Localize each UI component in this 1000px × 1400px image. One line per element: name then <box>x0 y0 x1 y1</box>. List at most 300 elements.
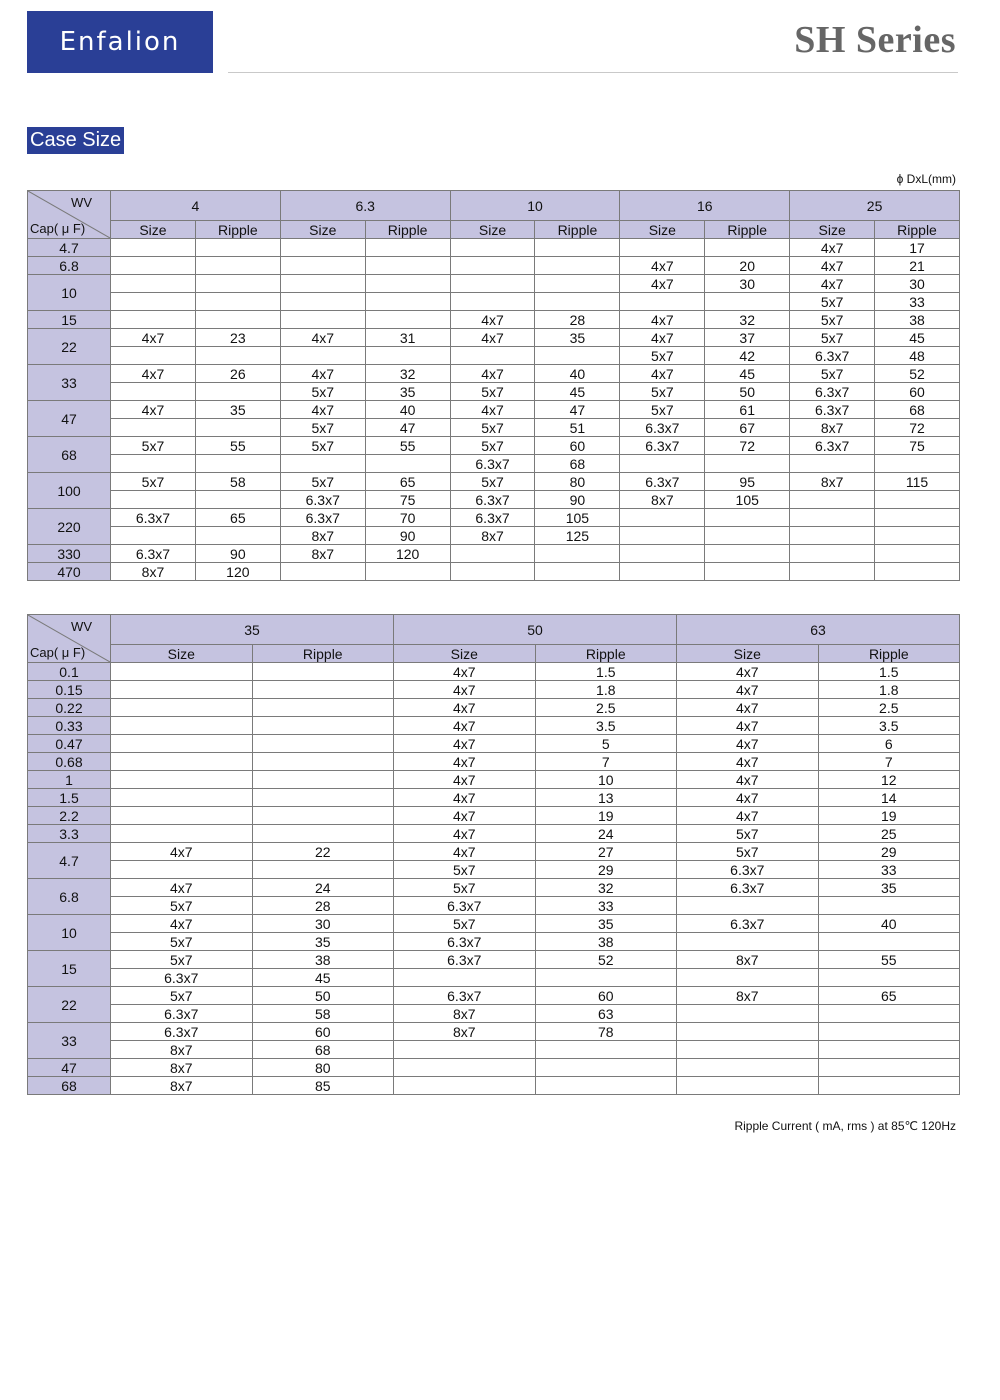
case-size-cell: 8x7 <box>394 1005 536 1023</box>
voltage-header: 10 <box>450 191 620 221</box>
ripple-current-cell: 32 <box>365 365 450 383</box>
ripple-current-cell: 75 <box>875 437 960 455</box>
table-row <box>28 789 960 807</box>
capacitance-cell: 6.8 <box>28 879 111 915</box>
ripple-current-cell: 29 <box>535 861 677 879</box>
ripple-current-cell <box>875 563 960 581</box>
ripple-current-cell: 105 <box>705 491 790 509</box>
ripple-current-cell <box>535 257 620 275</box>
case-size-cell <box>111 771 253 789</box>
case-size-cell <box>450 293 535 311</box>
case-size-cell: 4x7 <box>677 771 819 789</box>
case-size-cell: 4x7 <box>280 401 365 419</box>
case-size-cell <box>790 491 875 509</box>
case-size-cell: 4x7 <box>394 825 536 843</box>
case-size-cell: 4x7 <box>394 807 536 825</box>
capacitance-cell: 100 <box>28 473 111 509</box>
ripple-current-cell <box>195 419 280 437</box>
ripple-column-header: Ripple <box>705 221 790 239</box>
ripple-current-cell: 28 <box>252 897 394 915</box>
ripple-current-cell <box>535 347 620 365</box>
table-row <box>28 933 960 951</box>
ripple-current-cell: 50 <box>252 987 394 1005</box>
case-size-cell: 5x7 <box>620 401 705 419</box>
ripple-current-cell <box>195 311 280 329</box>
ripple-current-cell <box>195 491 280 509</box>
voltage-header: 25 <box>790 191 960 221</box>
ripple-current-cell: 37 <box>705 329 790 347</box>
case-size-cell <box>111 347 196 365</box>
case-size-cell: 5x7 <box>790 293 875 311</box>
case-size-cell: 6.3x7 <box>280 509 365 527</box>
ripple-current-cell: 35 <box>252 933 394 951</box>
case-size-cell <box>394 1077 536 1095</box>
case-size-cell <box>450 347 535 365</box>
ripple-current-cell: 90 <box>535 491 620 509</box>
ripple-current-cell <box>365 347 450 365</box>
ripple-current-cell: 12 <box>818 771 960 789</box>
ripple-current-cell <box>195 257 280 275</box>
ripple-current-cell: 47 <box>535 401 620 419</box>
ripple-current-cell: 13 <box>535 789 677 807</box>
ripple-current-cell <box>535 1077 677 1095</box>
capacitance-cell: 0.15 <box>28 681 111 699</box>
ripple-current-cell <box>195 527 280 545</box>
table-row <box>28 771 960 789</box>
ripple-current-cell: 24 <box>252 879 394 897</box>
case-size-cell: 8x7 <box>677 987 819 1005</box>
ripple-current-cell: 60 <box>535 437 620 455</box>
table-row <box>28 969 960 987</box>
size-column-header: Size <box>790 221 875 239</box>
capacitance-cell: 4.7 <box>28 843 111 879</box>
table-row <box>28 455 960 473</box>
case-size-cell: 4x7 <box>620 329 705 347</box>
case-size-cell: 6.3x7 <box>111 969 253 987</box>
case-size-cell: 5x7 <box>111 987 253 1005</box>
capacitance-cell: 2.2 <box>28 807 111 825</box>
capacitance-cell: 0.1 <box>28 663 111 681</box>
ripple-current-cell <box>535 545 620 563</box>
case-size-cell: 4x7 <box>394 663 536 681</box>
ripple-column-header: Ripple <box>818 645 960 663</box>
case-size-cell: 5x7 <box>280 383 365 401</box>
case-size-cell <box>620 509 705 527</box>
ripple-current-cell: 58 <box>252 1005 394 1023</box>
ripple-current-cell: 20 <box>705 257 790 275</box>
capacitance-cell: 0.47 <box>28 735 111 753</box>
case-size-cell: 8x7 <box>620 491 705 509</box>
ripple-current-cell: 55 <box>365 437 450 455</box>
voltage-header: 4 <box>111 191 281 221</box>
table-row <box>28 311 960 329</box>
case-size-cell: 8x7 <box>111 1077 253 1095</box>
voltage-header: 50 <box>394 615 677 645</box>
ripple-current-cell <box>875 455 960 473</box>
ripple-current-cell: 67 <box>705 419 790 437</box>
table-body <box>28 663 960 1095</box>
ripple-current-cell <box>252 699 394 717</box>
case-size-cell <box>790 455 875 473</box>
ripple-current-cell: 6 <box>818 735 960 753</box>
case-size-cell: 4x7 <box>111 365 196 383</box>
capacitance-cell: 3.3 <box>28 825 111 843</box>
capacitance-cell: 1.5 <box>28 789 111 807</box>
ripple-current-cell <box>535 239 620 257</box>
case-size-cell: 5x7 <box>790 329 875 347</box>
ripple-current-cell: 80 <box>252 1059 394 1077</box>
ripple-current-cell <box>252 861 394 879</box>
case-size-cell <box>677 1005 819 1023</box>
case-size-cell <box>450 563 535 581</box>
ripple-current-cell: 7 <box>818 753 960 771</box>
table-row <box>28 419 960 437</box>
ripple-current-cell: 17 <box>875 239 960 257</box>
case-size-cell: 6.3x7 <box>111 509 196 527</box>
case-size-cell: 6.3x7 <box>790 401 875 419</box>
case-size-cell <box>677 897 819 915</box>
table-corner-cell <box>28 191 111 239</box>
size-column-header: Size <box>394 645 536 663</box>
case-size-cell: 6.3x7 <box>450 491 535 509</box>
case-size-cell: 6.3x7 <box>394 987 536 1005</box>
ripple-current-cell <box>705 509 790 527</box>
voltage-header: 35 <box>111 615 394 645</box>
ripple-current-cell: 35 <box>365 383 450 401</box>
ripple-current-cell: 120 <box>195 563 280 581</box>
ripple-current-cell: 1.5 <box>535 663 677 681</box>
case-size-cell: 4x7 <box>394 843 536 861</box>
size-column-header: Size <box>620 221 705 239</box>
ripple-current-cell <box>252 789 394 807</box>
case-size-cell <box>790 545 875 563</box>
case-size-cell: 8x7 <box>280 545 365 563</box>
capacitance-cell: 470 <box>28 563 111 581</box>
table-row <box>28 293 960 311</box>
ripple-current-cell: 14 <box>818 789 960 807</box>
size-column-header: Size <box>111 221 196 239</box>
case-size-cell: 4x7 <box>450 311 535 329</box>
ripple-current-cell <box>195 455 280 473</box>
ripple-current-cell <box>875 491 960 509</box>
ripple-column-header: Ripple <box>252 645 394 663</box>
case-size-cell: 4x7 <box>620 275 705 293</box>
case-size-cell: 5x7 <box>620 347 705 365</box>
ripple-current-cell <box>705 455 790 473</box>
case-size-cell: 4x7 <box>111 843 253 861</box>
case-size-cell <box>677 1059 819 1077</box>
case-size-cell <box>111 419 196 437</box>
header-row-voltage <box>28 615 960 645</box>
case-size-cell <box>450 257 535 275</box>
ripple-current-cell: 68 <box>252 1041 394 1059</box>
case-size-cell: 4x7 <box>677 807 819 825</box>
ripple-current-cell: 47 <box>365 419 450 437</box>
ripple-current-cell: 21 <box>875 257 960 275</box>
case-size-cell <box>394 1041 536 1059</box>
ripple-current-cell <box>535 275 620 293</box>
case-size-cell <box>111 753 253 771</box>
ripple-current-cell: 38 <box>875 311 960 329</box>
ripple-current-cell: 58 <box>195 473 280 491</box>
case-size-cell: 5x7 <box>394 861 536 879</box>
series-title: SH Series <box>794 19 956 61</box>
case-size-cell <box>280 455 365 473</box>
ripple-current-cell: 1.8 <box>535 681 677 699</box>
table-header <box>28 615 960 663</box>
capacitance-cell: 15 <box>28 311 111 329</box>
voltage-header: 6.3 <box>280 191 450 221</box>
case-size-cell: 5x7 <box>280 419 365 437</box>
table-row <box>28 879 960 897</box>
capacitance-cell: 1 <box>28 771 111 789</box>
case-size-cell: 5x7 <box>450 473 535 491</box>
table-row <box>28 1005 960 1023</box>
ripple-current-cell <box>252 717 394 735</box>
case-size-cell: 4x7 <box>677 753 819 771</box>
ripple-current-cell <box>818 933 960 951</box>
ripple-column-header: Ripple <box>875 221 960 239</box>
case-size-cell <box>790 527 875 545</box>
capacitance-cell: 33 <box>28 365 111 401</box>
table-row <box>28 473 960 491</box>
table-row <box>28 347 960 365</box>
case-size-cell <box>394 1059 536 1077</box>
case-size-cell <box>280 311 365 329</box>
ripple-current-cell <box>195 383 280 401</box>
case-size-cell: 4x7 <box>111 329 196 347</box>
table-row <box>28 663 960 681</box>
case-size-cell: 4x7 <box>620 365 705 383</box>
case-size-cell <box>450 545 535 563</box>
ripple-current-cell: 29 <box>818 843 960 861</box>
case-size-cell: 5x7 <box>111 437 196 455</box>
ripple-current-cell: 55 <box>195 437 280 455</box>
case-size-cell: 6.3x7 <box>677 915 819 933</box>
table-row <box>28 915 960 933</box>
ripple-current-cell: 45 <box>252 969 394 987</box>
case-size-table-high-voltage <box>27 614 960 1095</box>
capacitance-cell: 220 <box>28 509 111 545</box>
case-size-cell <box>450 275 535 293</box>
case-size-cell <box>111 861 253 879</box>
capacitance-cell: 47 <box>28 401 111 437</box>
case-size-cell: 6.3x7 <box>677 879 819 897</box>
case-size-cell: 6.3x7 <box>620 473 705 491</box>
capacitance-cell: 33 <box>28 1023 111 1059</box>
ripple-current-cell <box>252 771 394 789</box>
corner-cap-label: Cap( μ F) <box>30 221 86 236</box>
case-size-cell: 6.3x7 <box>790 437 875 455</box>
ripple-current-cell <box>535 969 677 987</box>
ripple-current-cell <box>252 663 394 681</box>
ripple-current-cell: 38 <box>252 951 394 969</box>
ripple-current-cell <box>818 1023 960 1041</box>
ripple-current-cell: 60 <box>875 383 960 401</box>
case-size-cell <box>111 735 253 753</box>
ripple-current-cell: 1.5 <box>818 663 960 681</box>
table-row <box>28 753 960 771</box>
case-size-cell: 5x7 <box>790 311 875 329</box>
ripple-current-cell: 35 <box>535 329 620 347</box>
table-body <box>28 239 960 581</box>
case-size-cell: 5x7 <box>111 951 253 969</box>
capacitance-cell: 10 <box>28 275 111 311</box>
ripple-current-cell: 63 <box>535 1005 677 1023</box>
capacitance-cell: 330 <box>28 545 111 563</box>
table-row <box>28 239 960 257</box>
case-size-cell <box>620 455 705 473</box>
case-size-cell: 5x7 <box>790 365 875 383</box>
capacitance-cell: 68 <box>28 1077 111 1095</box>
ripple-current-cell: 60 <box>252 1023 394 1041</box>
table-row <box>28 1077 960 1095</box>
case-size-cell: 4x7 <box>280 365 365 383</box>
table-row <box>28 807 960 825</box>
table-row <box>28 825 960 843</box>
capacitance-cell: 4.7 <box>28 239 111 257</box>
ripple-current-cell <box>818 1041 960 1059</box>
ripple-current-cell: 2.5 <box>535 699 677 717</box>
ripple-current-cell: 65 <box>365 473 450 491</box>
capacitance-cell: 0.68 <box>28 753 111 771</box>
ripple-current-cell: 45 <box>705 365 790 383</box>
table-row <box>28 681 960 699</box>
table-row <box>28 401 960 419</box>
case-size-cell: 8x7 <box>790 473 875 491</box>
ripple-current-cell: 32 <box>705 311 790 329</box>
ripple-current-cell: 40 <box>365 401 450 419</box>
ripple-current-cell <box>365 293 450 311</box>
case-size-cell <box>280 239 365 257</box>
case-size-cell <box>111 491 196 509</box>
ripple-current-footnote: Ripple Current ( mA, rms ) at 85℃ 120Hz <box>734 1119 956 1133</box>
case-size-cell: 4x7 <box>790 275 875 293</box>
ripple-current-cell: 31 <box>365 329 450 347</box>
case-size-cell: 8x7 <box>790 419 875 437</box>
ripple-current-cell: 40 <box>818 915 960 933</box>
case-size-cell: 6.3x7 <box>620 419 705 437</box>
case-size-cell: 4x7 <box>790 239 875 257</box>
ripple-current-cell <box>535 1059 677 1077</box>
header-row-columns <box>28 645 960 663</box>
capacitance-cell: 68 <box>28 437 111 473</box>
case-size-cell: 5x7 <box>677 825 819 843</box>
ripple-current-cell: 50 <box>705 383 790 401</box>
table-row <box>28 861 960 879</box>
ripple-current-cell: 90 <box>365 527 450 545</box>
case-size-cell <box>280 275 365 293</box>
ripple-current-cell <box>535 1041 677 1059</box>
voltage-header: 16 <box>620 191 790 221</box>
table-row <box>28 987 960 1005</box>
corner-wv-label: WV <box>71 619 92 634</box>
case-size-cell <box>677 933 819 951</box>
table-row <box>28 491 960 509</box>
ripple-current-cell: 30 <box>252 915 394 933</box>
ripple-current-cell <box>875 545 960 563</box>
case-size-cell <box>111 275 196 293</box>
case-size-cell: 4x7 <box>394 681 536 699</box>
ripple-current-cell <box>365 257 450 275</box>
ripple-current-cell <box>535 293 620 311</box>
ripple-current-cell <box>252 753 394 771</box>
ripple-current-cell: 35 <box>195 401 280 419</box>
case-size-cell: 4x7 <box>394 699 536 717</box>
case-size-cell <box>450 239 535 257</box>
ripple-current-cell <box>365 239 450 257</box>
corner-cap-label: Cap( μ F) <box>30 645 86 660</box>
ripple-current-cell: 85 <box>252 1077 394 1095</box>
ripple-current-cell: 19 <box>535 807 677 825</box>
case-size-cell: 4x7 <box>450 329 535 347</box>
case-size-cell: 8x7 <box>394 1023 536 1041</box>
case-size-cell: 5x7 <box>677 843 819 861</box>
case-size-cell: 5x7 <box>111 897 253 915</box>
ripple-column-header: Ripple <box>195 221 280 239</box>
case-size-cell <box>111 789 253 807</box>
brand-logo: Enfalion <box>27 11 213 73</box>
header-row-voltage <box>28 191 960 221</box>
case-size-cell <box>620 563 705 581</box>
voltage-header: 63 <box>677 615 960 645</box>
ripple-current-cell: 38 <box>535 933 677 951</box>
table-row <box>28 383 960 401</box>
case-size-cell: 5x7 <box>111 933 253 951</box>
ripple-column-header: Ripple <box>535 645 677 663</box>
case-size-cell <box>677 1023 819 1041</box>
ripple-current-cell: 68 <box>535 455 620 473</box>
ripple-current-cell: 33 <box>535 897 677 915</box>
ripple-current-cell: 24 <box>535 825 677 843</box>
case-size-cell: 5x7 <box>450 437 535 455</box>
ripple-current-cell <box>195 293 280 311</box>
capacitance-cell: 0.22 <box>28 699 111 717</box>
ripple-current-cell <box>705 563 790 581</box>
case-size-cell: 4x7 <box>394 771 536 789</box>
ripple-current-cell: 60 <box>535 987 677 1005</box>
ripple-current-cell: 10 <box>535 771 677 789</box>
case-size-cell <box>677 1077 819 1095</box>
case-size-cell <box>111 699 253 717</box>
case-size-cell <box>111 239 196 257</box>
ripple-current-cell: 2.5 <box>818 699 960 717</box>
case-size-table-low-voltage <box>27 190 960 581</box>
ripple-current-cell: 33 <box>875 293 960 311</box>
case-size-cell: 6.3x7 <box>280 491 365 509</box>
case-size-cell: 4x7 <box>450 401 535 419</box>
capacitance-cell: 22 <box>28 329 111 365</box>
table-row <box>28 951 960 969</box>
ripple-current-cell <box>195 275 280 293</box>
table-row <box>28 437 960 455</box>
case-size-cell <box>677 969 819 987</box>
ripple-current-cell <box>818 1077 960 1095</box>
ripple-current-cell: 65 <box>818 987 960 1005</box>
case-size-cell: 8x7 <box>111 563 196 581</box>
case-size-cell <box>111 527 196 545</box>
case-size-cell: 6.3x7 <box>790 347 875 365</box>
size-column-header: Size <box>111 645 253 663</box>
case-size-cell <box>111 717 253 735</box>
ripple-current-cell: 35 <box>535 915 677 933</box>
case-size-cell <box>111 825 253 843</box>
table-row <box>28 1041 960 1059</box>
case-size-cell: 8x7 <box>677 951 819 969</box>
ripple-current-cell <box>705 293 790 311</box>
case-size-cell: 8x7 <box>280 527 365 545</box>
ripple-current-cell: 75 <box>365 491 450 509</box>
